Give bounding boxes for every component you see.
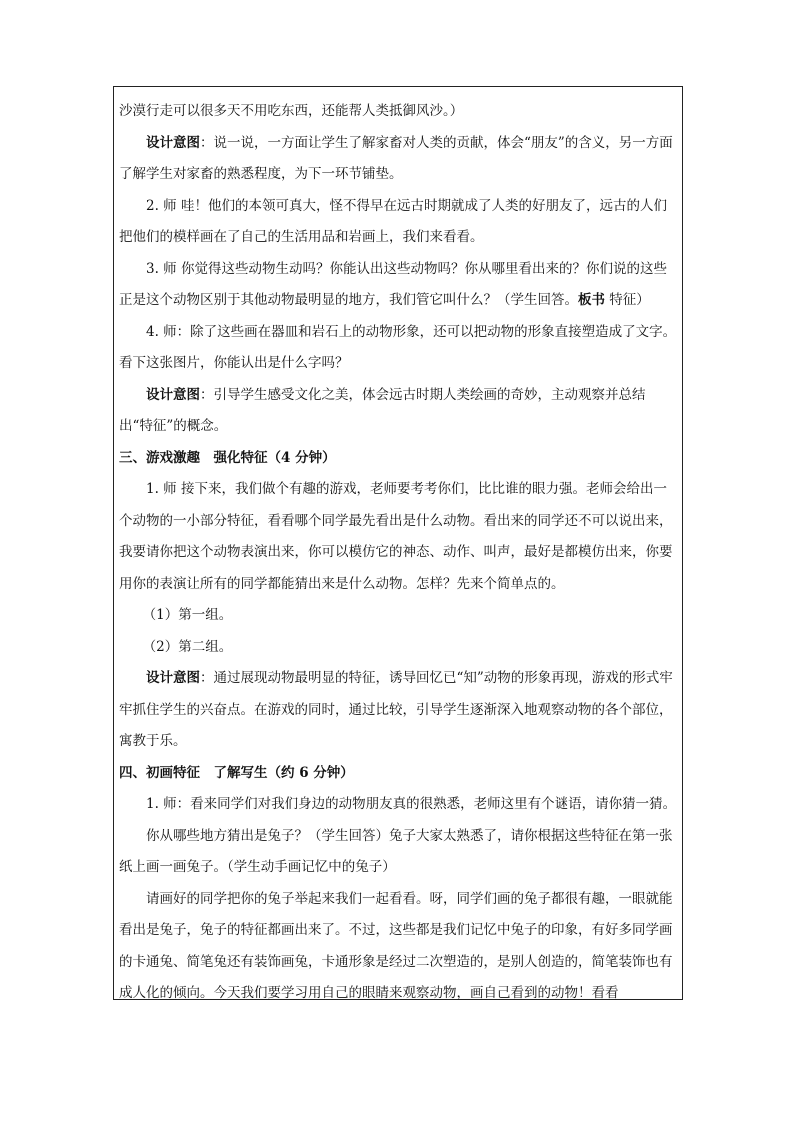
step-3-text: 3. 师 你觉得这些动物生动吗？你能认出这些动物吗？你从哪里看出来的？你们说的这些正是这个动物区别于其他动物最明显的地方，我们管它叫什么？（学生回答。 bbox=[119, 260, 667, 308]
design-intent-label: 设计意图 bbox=[146, 670, 200, 686]
blackboard-label: 板书 bbox=[578, 292, 605, 308]
step-3-tail: 特征） bbox=[605, 292, 650, 308]
design-intent-paragraph-2 bbox=[119, 380, 679, 443]
section-heading-3: 三、游戏激趣 强化特征（4 分钟） bbox=[119, 449, 336, 466]
group-2-item: （2）第二组。 bbox=[142, 638, 233, 655]
design-intent-text: ：引导学生感受文化之美，体会远古时期人类绘画的奇妙，主动观察并总结出“特征”的概念。 bbox=[119, 386, 646, 434]
design-intent-paragraph-3 bbox=[119, 663, 679, 758]
drawing-step-1-paragraph: 1. 师：看来同学们对我们身边的动物朋友真的很熟悉，老师这里有个谜语，请你猜一猜。 bbox=[146, 796, 677, 812]
group-1-item: （1）第一组。 bbox=[142, 607, 233, 623]
design-intent-paragraph-1 bbox=[119, 128, 679, 191]
design-intent-text: ：说一说，一方面让学生了解家畜对人类的贡献，体会“朋友”的含义，另一方面了解学生对家畜的熟悉程度，为下一环节铺垫。 bbox=[119, 134, 673, 182]
design-intent-label: 设计意图 bbox=[146, 134, 200, 151]
design-intent-label: 设计意图 bbox=[146, 386, 200, 403]
step-4-paragraph: 4. 师：除了这些画在器皿和岩石上的动物形象，还可以把动物的形象直接塑造成了文字。看下这张图片，你能认出是什么字吗？ bbox=[119, 323, 677, 371]
rabbit-review-paragraph: 请画好的同学把你的兔子举起来我们一起看看。呀，同学们画的兔子都很有趣，一眼就能看出是兔子，兔子的特征都画出来了。不过，这些都是我们记忆中兔子的印象，有好多同学画的卡通兔、简笔兔还有装饰画兔，卡通形象是经过二次塑造的，是别人创造的，简笔装饰也有成人化的倾向。今天我们要学习用自己的眼睛来观察动物，画自己看到的动物！看看 bbox=[119, 890, 673, 1001]
step-2-paragraph: 2. 师 哇！他们的本领可真大，怪不得早在远古时期就成了人类的好朋友了，远古的人们把他们的模样画在了自己的生活用品和岩画上，我们来看看。 bbox=[119, 197, 667, 245]
step-3-paragraph bbox=[119, 254, 679, 317]
design-intent-text: ：通过展现动物最明显的特征，诱导回忆已“知”动物的形象再现，游戏的形式牢牢抓住学生的兴奋点。在游戏的同时，通过比较，引导学生逐渐深入地观察动物的各个部位，寓教于乐。 bbox=[119, 670, 673, 749]
rabbit-guess-paragraph: 你从哪些地方猜出是兔子？（学生回答）兔子大家太熟悉了，请你根据这些特征在第一张纸上画一画兔子。（学生动手画记忆中的兔子） bbox=[119, 827, 673, 875]
game-step-1-paragraph: 1. 师 接下来，我们做个有趣的游戏，老师要考考你们，比比谁的眼力强。老师会给出一个动物的一小部分特征，看看哪个同学最先看出是什么动物。看出来的同学还不可以说出来，我要请你把这个动物表演出来，你可以模仿它的神态、动作、叫声，最好是都模仿出来，你要用你的表演让所有的同学都能猜出来是什么动物。怎样？先来个简单点的。 bbox=[119, 481, 673, 592]
lesson-plan-content bbox=[119, 96, 679, 1010]
section-heading-4: 四、初画特征 了解写生（约 6 分钟） bbox=[119, 764, 354, 781]
paragraph-camel-note: 沙漠行走可以很多天不用吃东西，还能帮人类抵御风沙。） bbox=[119, 103, 464, 119]
